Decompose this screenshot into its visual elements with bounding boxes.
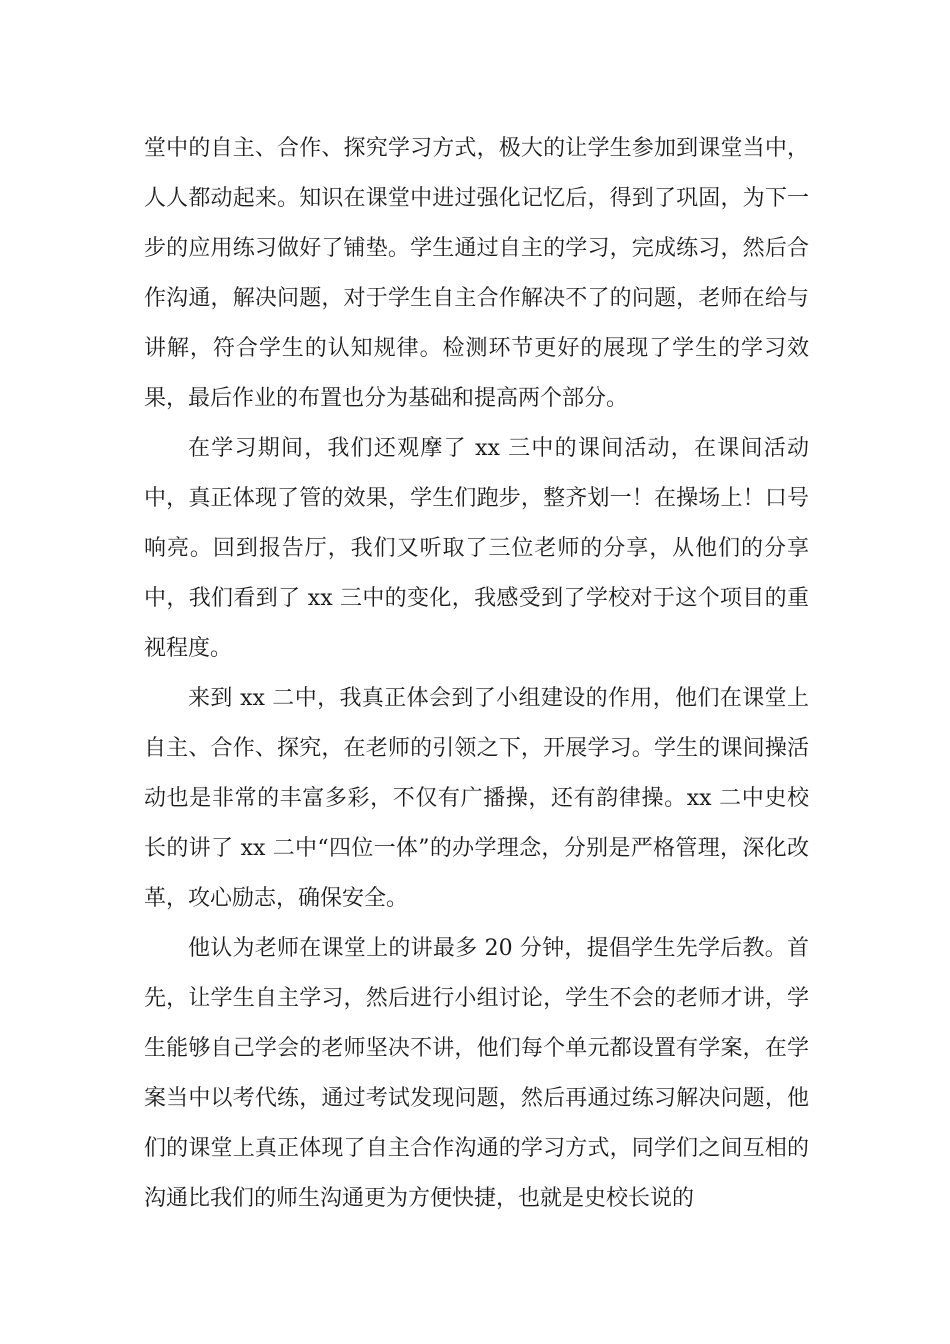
paragraph-continued: 堂中的自主、合作、探究学习方式，极大的让学生参加到课堂当中，人人都动起来。知识在课堂中进过强化记忆后，得到了巩固，为下一步的应用练习做好了铺垫。学生通过自主的学习，完成练习，然后合作沟通，解决问题，对于学生自主合作解决不了的问题，老师在给与讲解，符合学生的认知规律。检测环节更好的展现了学生的学习效果，最后作业的布置也分为基础和提高两个部分。 [144,136,809,411]
paragraph: 来到 xx 二中，我真正体会到了小组建设的作用，他们在课堂上自主、合作、探究，在老师的引领之下，开展学习。学生的课间操活动也是非常的丰富多彩，不仅有广播操，还有韵律操。xx 二中史校长的讲了 xx 二中“四位一体”的办学理念，分别是严格管理，深化改革，攻心励志，确保安全。 [144,686,809,911]
paragraph: 在学习期间，我们还观摩了 xx 三中的课间活动，在课间活动中，真正体现了管的效果，学生们跑步，整齐划一！在操场上！口号响亮。回到报告厅，我们又听取了三位老师的分享，从他们的分享中，我们看到了 xx 三中的变化，我感受到了学校对于这个项目的重视程度。 [144,436,809,661]
body-text [144,124,809,1224]
paragraph: 他认为老师在课堂上的讲最多 20 分钟，提倡学生先学后教。首先，让学生自主学习，然后进行小组讨论，学生不会的老师才讲，学生能够自己学会的老师坚决不讲，他们每个单元都设置有学案，在学案当中以考代练，通过考试发现问题，然后再通过练习解决问题，他们的课堂上真正体现了自主合作沟通的学习方式，同学们之间互相的沟通比我们的师生沟通更为方便快捷，也就是史校长说的 [144,936,809,1211]
